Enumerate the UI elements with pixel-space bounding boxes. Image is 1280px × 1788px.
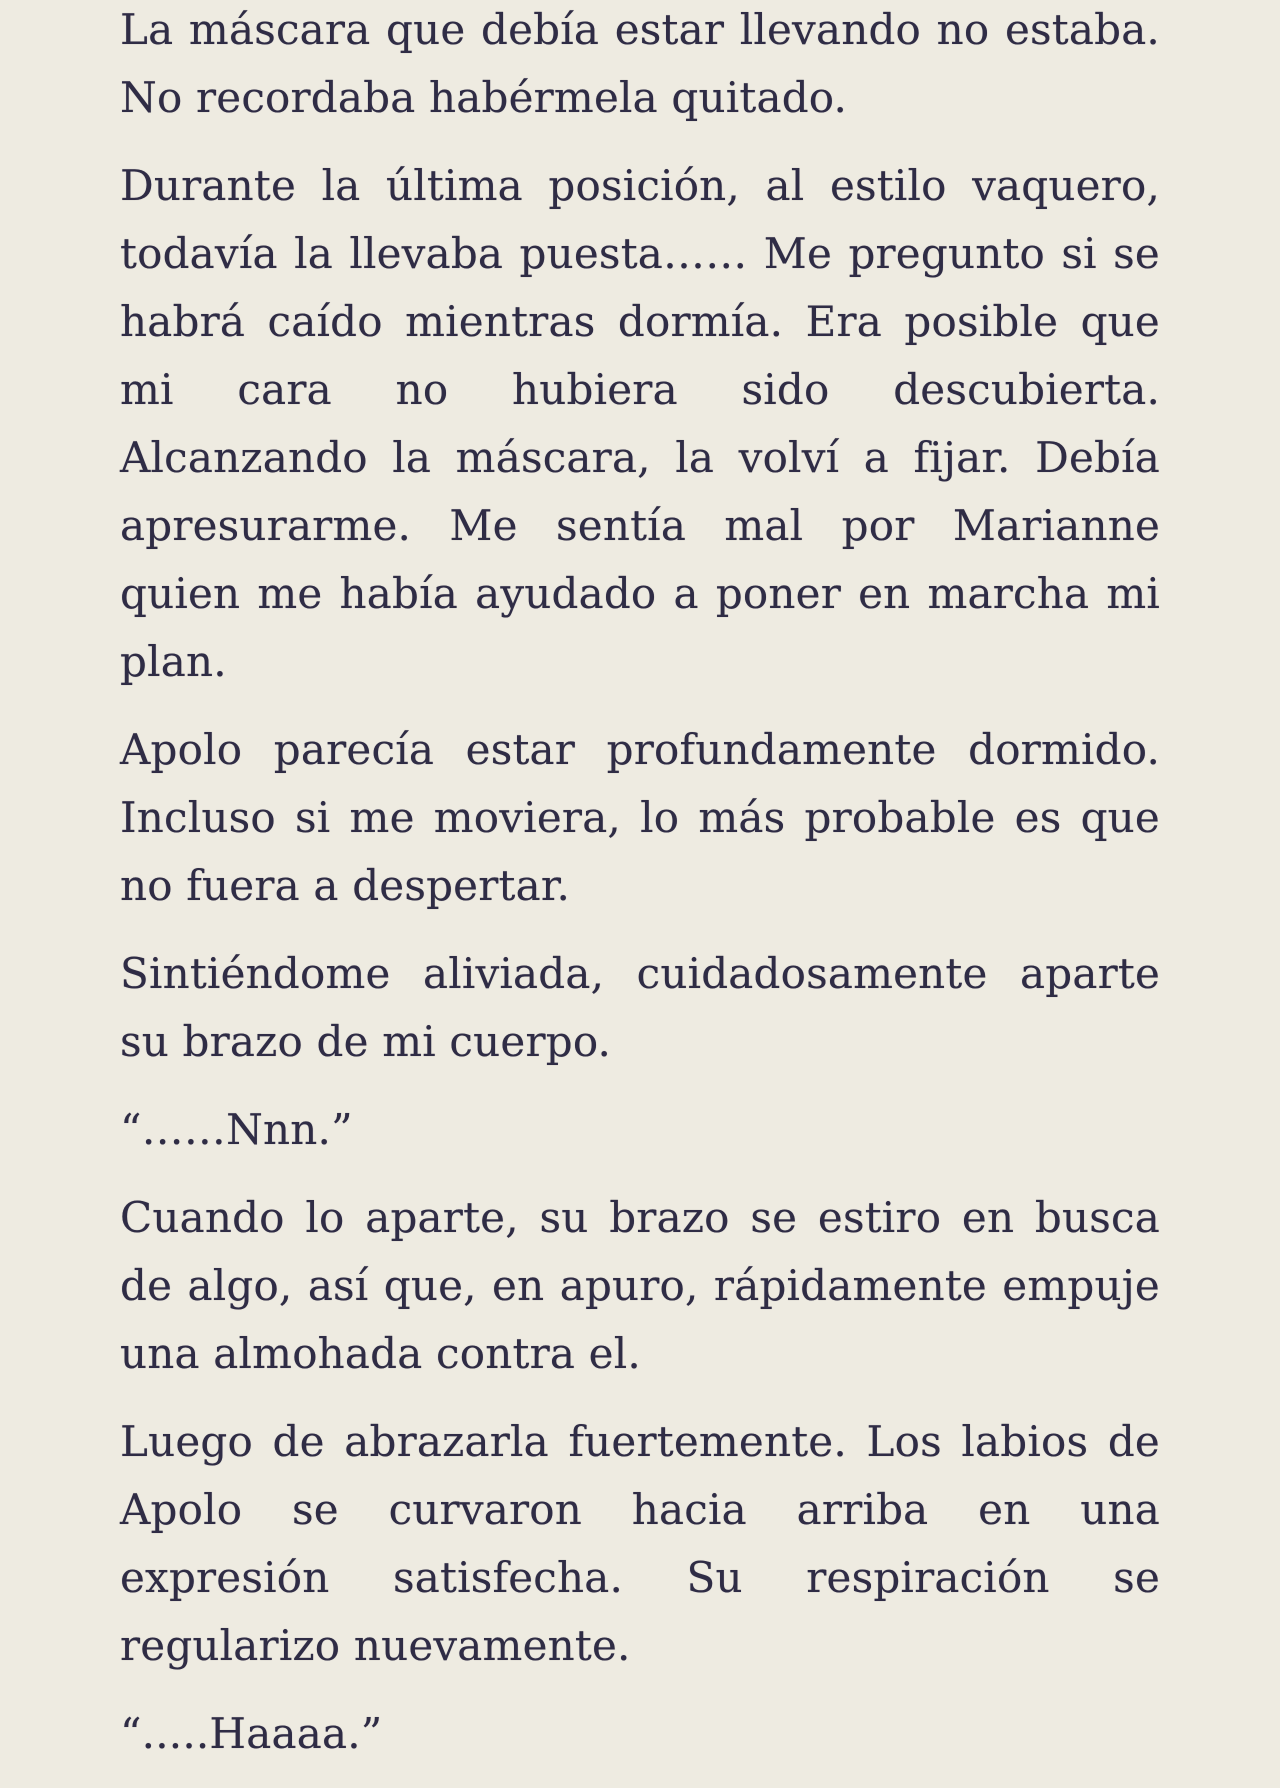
paragraph-1: La máscara que debía estar llevando no estaba. No recordaba habérmela quitado.	[120, 5, 1160, 122]
paragraph-8: “.....Haaaa.”	[120, 1709, 383, 1758]
paragraph-6: Cuando lo aparte, su brazo se estiro en busca de algo, así que, en apuro, rápidamente empuje una almohada contra el.	[120, 1193, 1160, 1378]
paragraph-3: Apolo parecía estar profundamente dormido. Incluso si me moviera, lo más probable es que no fuera a despertar.	[120, 725, 1160, 910]
text-body	[120, 0, 1160, 1788]
paragraph-7: Luego de abrazarla fuertemente. Los labios de Apolo se curvaron hacia arriba en una expresión satisfecha. Su respiración se regularizo nuevamente.	[120, 1417, 1160, 1670]
paragraph-4: Sintiéndome aliviada, cuidadosamente aparte su brazo de mi cuerpo.	[120, 949, 1160, 1066]
paragraph-5: “……Nnn.”	[120, 1105, 353, 1154]
paragraph-2: Durante la última posición, al estilo vaquero, todavía la llevaba puesta…… Me pregunto si se habrá caído mientras dormía. Era posible que mi cara no hubiera sido descubierta. Alcanzando la máscara, la volví a fijar. Debía apresurarme. Me sentía mal por Marianne quien me había ayudado a poner en marcha mi plan.	[120, 161, 1160, 686]
